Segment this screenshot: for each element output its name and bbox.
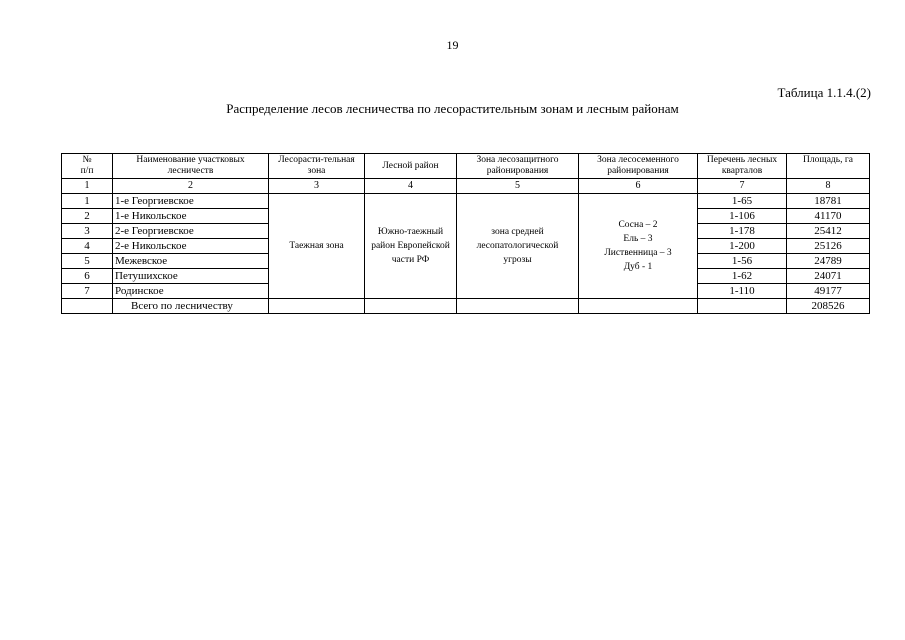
column-number: 1 [62,179,113,194]
column-number: 8 [787,179,870,194]
total-label: Всего по лесничеству [113,299,269,314]
header-name: Наименование участковых лесничеств [113,154,269,179]
forestry-name: 1-е Никольское [113,209,269,224]
quarters-range: 1-56 [698,254,787,269]
total-area-value: 208526 [787,299,870,314]
empty-cell [62,299,113,314]
vegetation-zone-cell: Таежная зона [269,194,365,299]
quarters-range: 1-200 [698,239,787,254]
row-number: 5 [62,254,113,269]
area-value: 18781 [787,194,870,209]
quarters-range: 1-106 [698,209,787,224]
header-protect-zone: Зона лесозащитного районирования [457,154,579,179]
row-number: 3 [62,224,113,239]
empty-cell [457,299,579,314]
seed-zone-cell: Сосна – 2 Ель – 3 Лиственница – 3 Дуб - 1 [579,194,698,299]
column-number: 2 [113,179,269,194]
forestry-name: 1-е Георгиевское [113,194,269,209]
total-row [62,299,870,314]
column-number: 7 [698,179,787,194]
quarters-range: 1-178 [698,224,787,239]
area-value: 24789 [787,254,870,269]
row-number: 7 [62,284,113,299]
area-value: 25126 [787,239,870,254]
forest-district-cell: Южно-таежный район Европейской части РФ [365,194,457,299]
protection-zone-cell: зона средней лесопатологической угрозы [457,194,579,299]
area-value: 25412 [787,224,870,239]
forestry-name: Межевское [113,254,269,269]
quarters-range: 1-110 [698,284,787,299]
empty-cell [698,299,787,314]
forestry-name: Родинское [113,284,269,299]
column-number: 3 [269,179,365,194]
column-number-row [62,179,870,194]
forestry-name: 2-е Никольское [113,239,269,254]
document-title: Распределение лесов лесничества по лесорастительным зонам и лесным районам [226,101,679,116]
forestry-name: Петушихское [113,269,269,284]
forestry-name: 2-е Георгиевское [113,224,269,239]
table-row [62,194,870,209]
area-value: 49177 [787,284,870,299]
area-value: 24071 [787,269,870,284]
empty-cell [365,299,457,314]
header-no: № п/п [62,154,113,179]
forest-distribution-table [61,153,870,314]
row-number: 6 [62,269,113,284]
row-number: 1 [62,194,113,209]
header-row [62,154,870,179]
page-number: 19 [446,38,459,52]
row-number: 4 [62,239,113,254]
header-area: Площадь, га [787,154,870,179]
header-quarters: Перечень лесных кварталов [698,154,787,179]
column-number: 4 [365,179,457,194]
area-value: 41170 [787,209,870,224]
quarters-range: 1-62 [698,269,787,284]
column-number: 5 [457,179,579,194]
header-seed-zone: Зона лесосеменного районирования [579,154,698,179]
empty-cell [579,299,698,314]
row-number: 2 [62,209,113,224]
empty-cell [269,299,365,314]
header-zone: Лесорасти-тельная зона [269,154,365,179]
table-label: Таблица 1.1.4.(2) [777,85,871,100]
column-number: 6 [579,179,698,194]
header-district: Лесной район [365,154,457,179]
quarters-range: 1-65 [698,194,787,209]
